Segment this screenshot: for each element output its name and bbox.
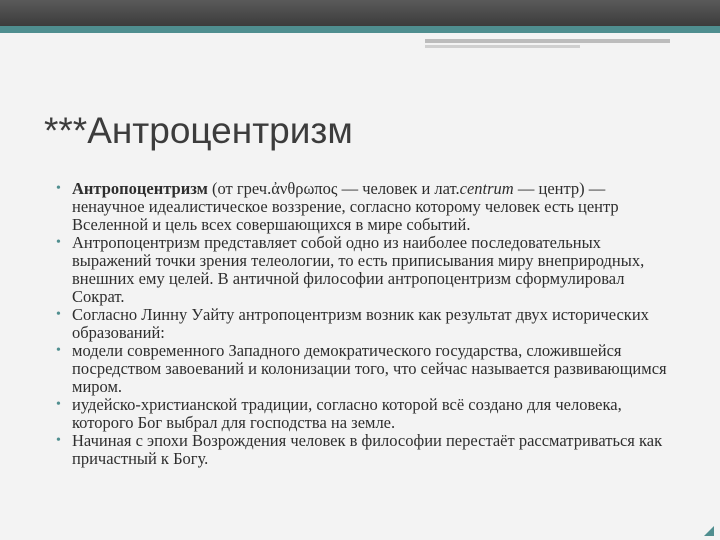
bullet-icon: • — [56, 397, 61, 412]
decorative-stripe — [425, 39, 670, 43]
term-bold: Антропоцентризм — [72, 179, 208, 198]
bullet-item — [52, 396, 672, 432]
bullet-item — [52, 306, 672, 342]
slide-title: ***Антроцентризм — [44, 110, 353, 151]
bullet-icon: • — [56, 343, 61, 358]
term-italic: centrum — [459, 179, 514, 198]
bullet-item — [52, 180, 672, 234]
bullet-text: (от греч.ἀνθρωπος — человек и лат. — [207, 179, 460, 198]
bullet-text: Антропоцентризм представляет собой одно из наиболее последовательных выражений точки зрения телеологии, то есть приписывания миру внеприродных, внешних ему целей. В античной философии антропоцентризм сформулировал Сократ. — [72, 233, 645, 306]
bullet-text: модели современного Западного демократического государства, сложившейся посредством завоеваний и колонизации того, что сейчас называется развивающимся миром. — [72, 341, 667, 396]
bullet-text: Начиная с эпохи Возрождения человек в философии перестаёт рассматриваться как причастный к Богу. — [72, 431, 663, 468]
bullet-item — [52, 432, 672, 468]
top-banner — [0, 0, 720, 26]
bullet-list — [52, 180, 672, 468]
bullet-icon: • — [56, 235, 61, 250]
corner-arrow-icon — [704, 526, 714, 536]
bullet-icon: • — [56, 433, 61, 448]
bullet-item — [52, 342, 672, 396]
decorative-stripe — [425, 45, 580, 48]
bullet-text: иудейско-христианской традиции, согласно которой всё создано для человека, которого Бог выбрал для господства на земле. — [72, 395, 622, 432]
bullet-item — [52, 234, 672, 306]
bullet-icon: • — [56, 307, 61, 322]
bullet-text: Согласно Линну Уайту антропоцентризм возник как результат двух исторических образований: — [72, 305, 649, 342]
bullet-text: — центр) — ненаучное идеалистическое воззрение, согласно которому человек есть центр Вселенной и цель всех совершающихся в мире событий. — [72, 179, 619, 234]
top-accent-bar — [0, 26, 720, 33]
bullet-icon: • — [56, 181, 61, 196]
slide-content — [52, 180, 672, 468]
